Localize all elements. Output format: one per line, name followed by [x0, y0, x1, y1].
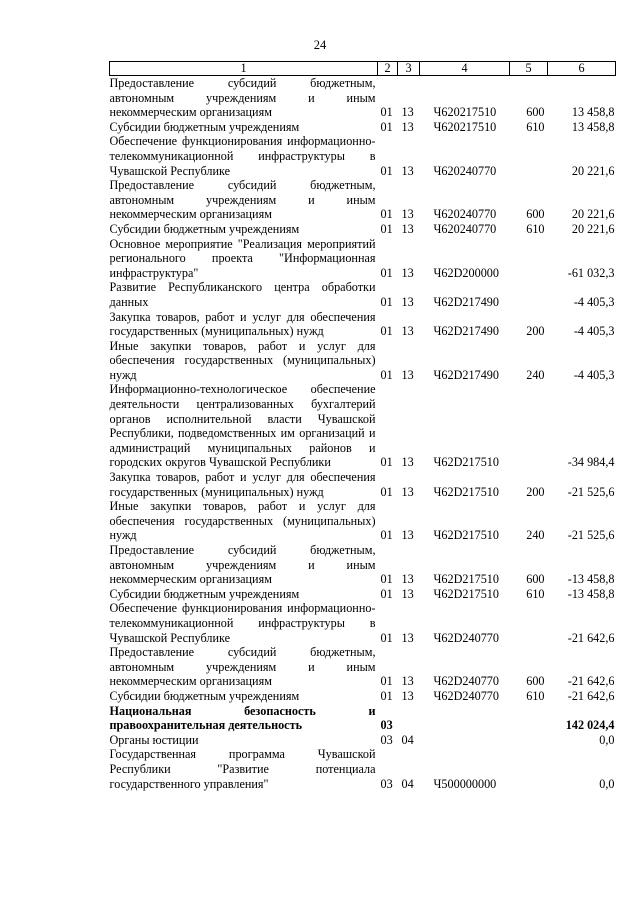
- target-code: Ч620240770: [433, 163, 497, 178]
- header-cell: 6: [548, 62, 616, 76]
- amount: -21 642,6: [567, 674, 615, 689]
- section-code: 01: [380, 324, 393, 339]
- subsection-code: 13: [401, 221, 414, 236]
- target-code: Ч62D217490: [433, 294, 499, 309]
- item-name: Обеспечение функционирования информационно-телекоммуникационной инфраструктуры в Чувашской Республике: [109, 134, 376, 178]
- amount: 20 221,6: [571, 221, 615, 236]
- table-row: [110, 499, 616, 543]
- item-name: Субсидии бюджетным учреждениям: [109, 119, 300, 134]
- header-cell: 3: [398, 62, 420, 76]
- expense-type-code: 600: [526, 572, 545, 587]
- budget-table: [109, 61, 616, 791]
- subsection-code: 13: [401, 324, 414, 339]
- section-code: 01: [380, 674, 393, 689]
- table-row: [110, 310, 616, 339]
- subsection-code: 13: [401, 572, 414, 587]
- expense-type-code: [510, 237, 548, 281]
- expense-type-code: 200: [526, 484, 545, 499]
- table-row: [110, 280, 616, 309]
- table-row: [110, 587, 616, 602]
- subsection-code: 13: [401, 163, 414, 178]
- table-row: [110, 76, 616, 120]
- subsection-code: 04: [401, 732, 414, 747]
- item-name: Предоставление субсидий бюджетным, автономным учреждениям и иным некоммерческим организациям: [109, 645, 376, 689]
- item-name: Информационно-технологическое обеспечение деятельности централизованных бухгалтерий органов исполнительной власти Чувашской Республики, подведомственных им организаций и администраций муниципальных районов и городских округов Чувашской Республики: [109, 382, 376, 470]
- subsection-code: 13: [401, 484, 414, 499]
- target-code: Ч62D217490: [433, 367, 499, 382]
- amount: -21 525,6: [567, 528, 615, 543]
- expense-type-code: 200: [526, 324, 545, 339]
- amount: -4 405,3: [573, 324, 615, 339]
- section-code: 01: [380, 367, 393, 382]
- target-code: Ч62D217510: [433, 586, 499, 601]
- item-name: Развитие Республиканского центра обработки данных: [109, 280, 376, 309]
- subsection-code: 13: [401, 528, 414, 543]
- subsection-code: 13: [401, 105, 414, 120]
- expense-type-code: 610: [526, 119, 545, 134]
- amount: 0,0: [599, 776, 615, 791]
- amount: -61 032,3: [567, 265, 615, 280]
- target-code: Ч62D217510: [433, 528, 499, 543]
- expense-type-code: 610: [526, 221, 545, 236]
- expense-type-code: 240: [526, 367, 545, 382]
- expense-type-code: 610: [526, 688, 545, 703]
- section-code: 01: [380, 688, 393, 703]
- subsection-code: 13: [401, 119, 414, 134]
- subsection-code: 13: [401, 586, 414, 601]
- amount: 20 221,6: [571, 207, 615, 222]
- table-row: [110, 237, 616, 281]
- item-name: Закупка товаров, работ и услуг для обеспечения государственных (муниципальных) нужд: [109, 309, 376, 339]
- target-code: [420, 733, 510, 748]
- section-code: 03: [380, 732, 393, 747]
- target-code: Ч500000000: [433, 776, 497, 791]
- amount: -34 984,4: [567, 455, 615, 470]
- subsection-code: 13: [401, 207, 414, 222]
- amount: 20 221,6: [571, 163, 615, 178]
- subsection-code: 13: [401, 367, 414, 382]
- target-code: Ч62D240770: [433, 674, 499, 689]
- section-code: 01: [380, 207, 393, 222]
- amount: -21 642,6: [567, 688, 615, 703]
- expense-type-code: 600: [526, 674, 545, 689]
- item-name: Обеспечение функционирования информационно-телекоммуникационной инфраструктуры в Чувашской Республике: [109, 601, 376, 645]
- item-name: Основное мероприятие "Реализация мероприятий регионального проекта "Информационная инфраструктура": [109, 236, 376, 280]
- subsection-code: 13: [401, 688, 414, 703]
- item-name: Иные закупки товаров, работ и услуг для обеспечения государственных (муниципальных) нужд: [109, 338, 376, 382]
- section-code: 01: [380, 572, 393, 587]
- header-cell: 2: [378, 62, 398, 76]
- header-cell: 1: [110, 62, 378, 76]
- item-name: Закупка товаров, работ и услуг для обеспечения государственных (муниципальных) нужд: [109, 470, 376, 499]
- section-code: 01: [380, 119, 393, 134]
- target-code: Ч62D217510: [433, 484, 499, 499]
- expense-type-code: 600: [526, 207, 545, 222]
- table-row: [110, 178, 616, 222]
- item-name: Предоставление субсидий бюджетным, автономным учреждениям и иным некоммерческим организациям: [109, 178, 376, 222]
- expense-type-code: [510, 134, 548, 178]
- target-code: Ч620240770: [433, 221, 497, 236]
- expense-type-code: [510, 280, 548, 309]
- section-code: 01: [380, 221, 393, 236]
- section-code: 01: [380, 105, 393, 120]
- item-name: Органы юстиции: [109, 732, 199, 747]
- item-name: Субсидии бюджетным учреждениям: [109, 586, 300, 601]
- table-row: [110, 601, 616, 645]
- target-code: Ч620240770: [433, 207, 497, 222]
- expense-type-code: [510, 747, 548, 791]
- amount: 13 458,8: [571, 119, 615, 134]
- section-code: 01: [380, 294, 393, 309]
- expense-type-code: [510, 601, 548, 645]
- section-code: 01: [380, 630, 393, 645]
- table-body: [110, 76, 616, 792]
- target-code: Ч62D240770: [433, 630, 499, 645]
- table-row: [110, 339, 616, 383]
- amount: -13 458,8: [567, 572, 615, 587]
- amount: 0,0: [599, 732, 615, 747]
- section-code: 01: [380, 265, 393, 280]
- amount: -21 642,6: [567, 630, 615, 645]
- amount: 142 024,4: [565, 718, 615, 733]
- section-code: 01: [380, 484, 393, 499]
- section-code: 01: [380, 586, 393, 601]
- subsection-code: 13: [401, 294, 414, 309]
- target-code: Ч62D217490: [433, 324, 499, 339]
- item-name: Субсидии бюджетным учреждениям: [109, 688, 300, 703]
- subsection-code: 13: [401, 265, 414, 280]
- expense-type-code: 240: [526, 528, 545, 543]
- table-row: [110, 134, 616, 178]
- amount: -21 525,6: [567, 484, 615, 499]
- subsection-code: 13: [401, 630, 414, 645]
- amount: -4 405,3: [573, 367, 615, 382]
- item-name: Иные закупки товаров, работ и услуг для обеспечения государственных (муниципальных) нужд: [109, 499, 376, 543]
- target-code: Ч62D217510: [433, 455, 499, 470]
- table-row: [110, 645, 616, 689]
- table-row: [110, 470, 616, 499]
- item-name: Национальная безопасность и правоохранительная деятельность: [109, 703, 376, 733]
- target-code: Ч62D240770: [433, 688, 499, 703]
- header-cell: 4: [420, 62, 510, 76]
- section-code: 01: [380, 528, 393, 543]
- section-code: 01: [380, 455, 393, 470]
- expense-type-code: [510, 704, 548, 733]
- item-name: Предоставление субсидий бюджетным, автономным учреждениям и иным некоммерческим организациям: [109, 543, 376, 587]
- table-row: [110, 747, 616, 791]
- item-name: Государственная программа Чувашской Республики "Развитие потенциала государственного управления": [109, 747, 376, 791]
- subsection-code: 13: [401, 674, 414, 689]
- target-code: Ч620217510: [433, 119, 497, 134]
- section-code: 03: [380, 776, 393, 791]
- item-name: Субсидии бюджетным учреждениям: [109, 221, 300, 236]
- subsection-code: 04: [401, 776, 414, 791]
- table-row: [110, 543, 616, 587]
- table-row: [110, 733, 616, 748]
- target-code: Ч620217510: [433, 105, 497, 120]
- section-code: 03: [380, 718, 393, 733]
- target-code: Ч62D200000: [433, 265, 499, 280]
- page-number: 24: [313, 38, 327, 52]
- amount: 13 458,8: [571, 105, 615, 120]
- header-row: [110, 62, 616, 76]
- expense-type-code: 600: [526, 105, 545, 120]
- subsection-code: 13: [401, 455, 414, 470]
- section-code: 01: [380, 163, 393, 178]
- expense-type-code: 610: [526, 586, 545, 601]
- table-row: [110, 222, 616, 237]
- item-name: Предоставление субсидий бюджетным, автономным учреждениям и иным некоммерческим организациям: [109, 76, 376, 120]
- header-cell: 5: [510, 62, 548, 76]
- subsection-code: [398, 704, 420, 733]
- amount: -4 405,3: [573, 294, 615, 309]
- target-code: Ч62D217510: [433, 572, 499, 587]
- target-code: [420, 704, 510, 733]
- amount: -13 458,8: [567, 586, 615, 601]
- table-row: [110, 120, 616, 135]
- table-row: [110, 382, 616, 470]
- expense-type-code: [510, 382, 548, 470]
- table-row: [110, 689, 616, 704]
- expense-type-code: [510, 733, 548, 748]
- table-row: [110, 704, 616, 733]
